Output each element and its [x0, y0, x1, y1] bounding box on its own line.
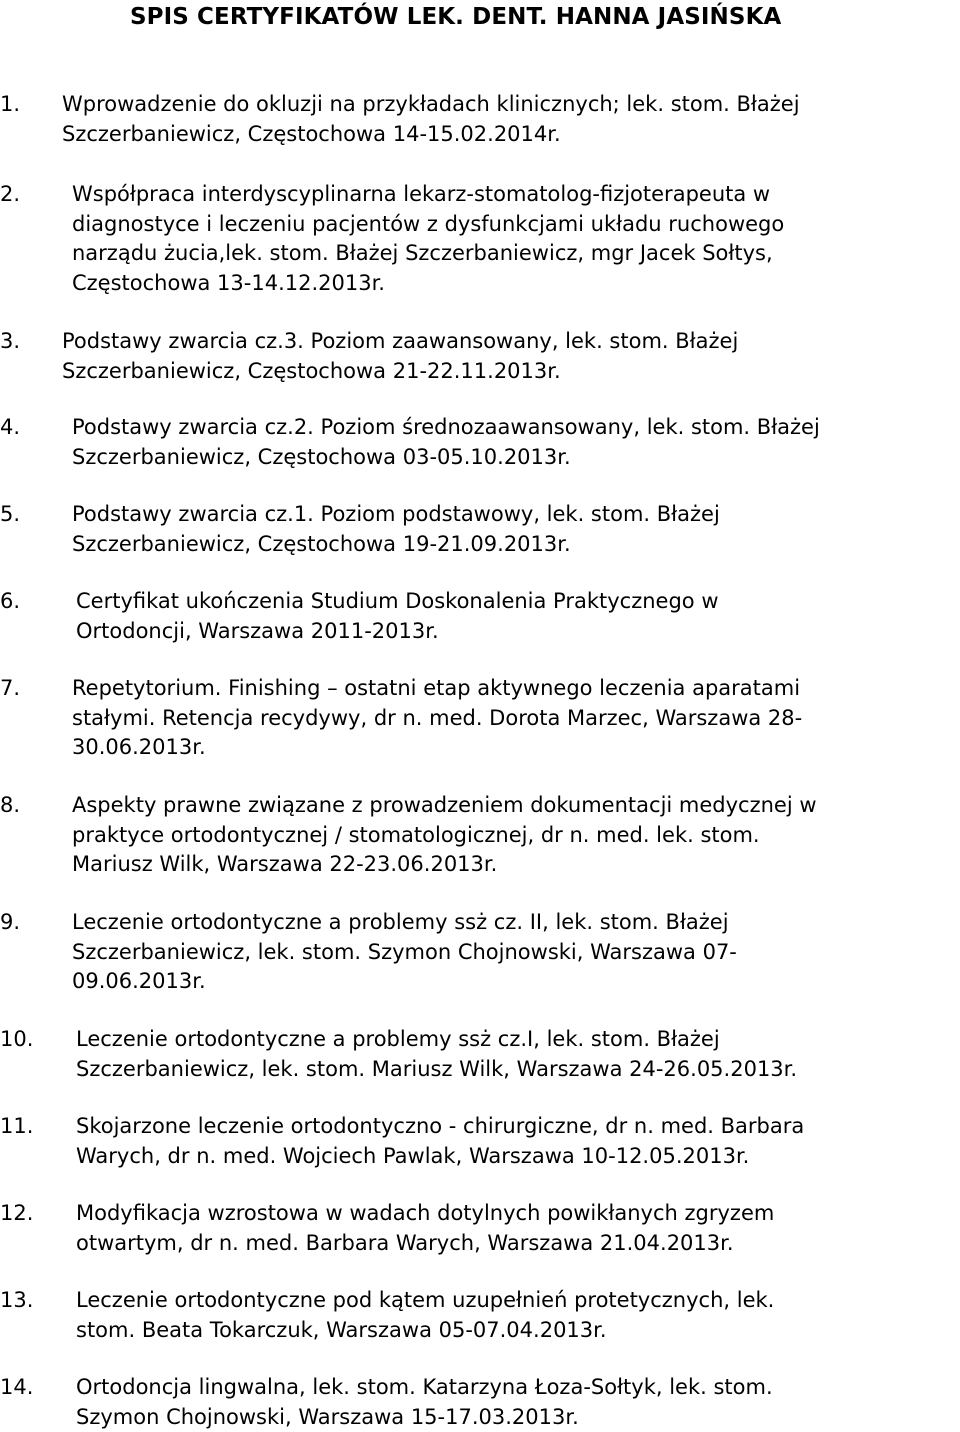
list-item-line: diagnostyce i leczeniu pacjentów z dysfunkcjami układu ruchowego: [72, 211, 785, 236]
list-item-line: Skojarzone leczenie ortodontyczno - chirurgiczne, dr n. med. Barbara: [76, 1114, 805, 1138]
list-item-line: Szczerbaniewicz, Częstochowa 19-21.09.2013r.: [72, 531, 571, 556]
list-item-number: 2.: [0, 182, 21, 206]
list-item-line: Wprowadzenie do okluzji na przykładach klinicznych; lek. stom. Błażej: [62, 92, 800, 116]
list-item-number: 5.: [0, 502, 21, 526]
list-item-text: [76, 1286, 960, 1345]
list-item-number: 7.: [0, 676, 21, 700]
list-item-number: 10.: [0, 1027, 34, 1051]
list-item-number: 13.: [0, 1288, 34, 1312]
list-item-line: Częstochowa 13-14.12.2013r.: [72, 270, 385, 295]
list-item-line: 30.06.2013r.: [72, 735, 206, 759]
page-title: SPIS CERTYFIKATÓW LEK. DENT. HANNA JASIŃSKA: [130, 4, 782, 30]
list-item-number: 9.: [0, 910, 21, 934]
list-item-number: 3.: [0, 329, 21, 353]
list-item-line: Ortodoncja lingwalna, lek. stom. Katarzyna Łoza-Sołtyk, lek. stom.: [76, 1375, 773, 1399]
list-item-number: 14.: [0, 1375, 34, 1399]
list-item-line: Aspekty prawne związane z prowadzeniem dokumentacji medycznej w: [72, 793, 817, 817]
list-item-line: Szczerbaniewicz, Częstochowa 21-22.11.2013r.: [62, 358, 561, 383]
list-item-line: Podstawy zwarcia cz.2. Poziom średnozaawansowany, lek. stom. Błażej: [72, 415, 820, 439]
list-item-line: Szczerbaniewicz, Częstochowa 14-15.02.2014r.: [62, 121, 561, 146]
list-item-line: Repetytorium. Finishing – ostatni etap aktywnego leczenia aparatami: [72, 676, 801, 700]
list-item-text: [76, 1025, 960, 1084]
list-item-line: Podstawy zwarcia cz.3. Poziom zaawansowany, lek. stom. Błażej: [62, 329, 739, 353]
list-item-line: Leczenie ortodontyczne a problemy ssż cz.I, lek. stom. Błażej: [76, 1027, 720, 1051]
list-item-line: Szczerbaniewicz, Częstochowa 03-05.10.2013r.: [72, 444, 571, 469]
list-item-line: Ortodoncji, Warszawa 2011-2013r.: [76, 618, 439, 643]
list-item-line: stom. Beata Tokarczuk, Warszawa 05-07.04.2013r.: [76, 1317, 607, 1342]
list-item-line: Leczenie ortodontyczne a problemy ssż cz. II, lek. stom. Błażej: [72, 910, 729, 934]
list-item-number: 4.: [0, 415, 21, 439]
list-item-text: [72, 180, 960, 298]
list-item-text: [72, 674, 960, 763]
list-item-line: Szymon Chojnowski, Warszawa 15-17.03.2013r.: [76, 1404, 579, 1429]
list-item-text: [76, 1373, 960, 1432]
list-item-text: [62, 327, 960, 386]
list-item-text: [76, 1112, 960, 1171]
list-item-line: Modyfikacja wzrostowa w wadach dotylnych powikłanych zgryzem: [76, 1201, 775, 1225]
list-item-number: 11.: [0, 1114, 34, 1138]
list-item-text: [72, 908, 960, 997]
list-item-line: praktyce ortodontycznej / stomatologicznej, dr n. med. lek. stom.: [72, 822, 760, 847]
list-item-line: 09.06.2013r.: [72, 969, 206, 993]
list-item-number: 1.: [0, 92, 21, 116]
list-item-number: 8.: [0, 793, 21, 817]
list-item-line: Współpraca interdyscyplinarna lekarz-stomatolog-fizjoterapeuta w: [72, 182, 771, 206]
list-item-text: [72, 413, 960, 472]
list-item-line: Warych, dr n. med. Wojciech Pawlak, Warszawa 10-12.05.2013r.: [76, 1143, 750, 1168]
list-item-line: Leczenie ortodontyczne pod kątem uzupełnień protetycznych, lek.: [76, 1288, 775, 1312]
list-item-text: [72, 791, 960, 880]
list-item-text: [72, 500, 960, 559]
list-item-number: 12.: [0, 1201, 34, 1225]
list-item-number: 6.: [0, 589, 21, 613]
list-item-line: otwartym, dr n. med. Barbara Warych, Warszawa 21.04.2013r.: [76, 1230, 734, 1255]
list-item-text: [76, 587, 960, 646]
list-item-line: Szczerbaniewicz, lek. stom. Szymon Chojnowski, Warszawa 07-: [72, 939, 737, 964]
list-item-line: Podstawy zwarcia cz.1. Poziom podstawowy, lek. stom. Błażej: [72, 502, 720, 526]
list-item-line: Certyfikat ukończenia Studium Doskonalenia Praktycznego w: [76, 589, 719, 613]
list-item-line: narządu żucia,lek. stom. Błażej Szczerbaniewicz, mgr Jacek Sołtys,: [72, 241, 773, 265]
list-item-text: [62, 90, 960, 149]
list-item-line: stałymi. Retencja recydywy, dr n. med. Dorota Marzec, Warszawa 28-: [72, 705, 803, 730]
list-item-line: Mariusz Wilk, Warszawa 22-23.06.2013r.: [72, 852, 498, 876]
list-item-line: Szczerbaniewicz, lek. stom. Mariusz Wilk, Warszawa 24-26.05.2013r.: [76, 1056, 798, 1081]
list-item-text: [76, 1199, 960, 1258]
